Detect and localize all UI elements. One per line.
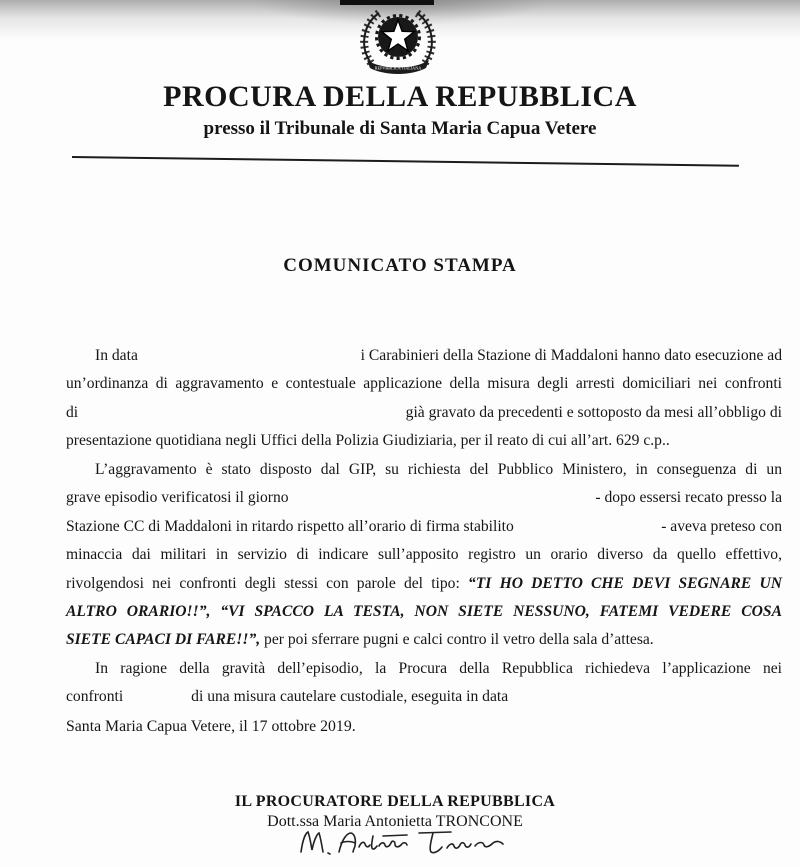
emblem-motto: REPVBBLICA ITALIANA — [374, 65, 422, 71]
text-segment: Stazione CC di Maddaloni in ritardo rispetto all’orario di firma stabilito — [66, 517, 514, 535]
text-segment: già gravato da precedenti e sottoposto da mesi all’obbligo di — [405, 403, 782, 421]
text-segment: In ragione della gravità dell’episodio, la Procura della Repubblica richiedeva l’applicazione nei — [95, 659, 782, 677]
text-segment: minaccia dai militari in servizio di indicare sull’apposito registro un orario diverso da quello effettivo, — [66, 546, 782, 564]
document-title: COMUNICATO STAMPA — [283, 255, 517, 276]
text-line — [66, 342, 782, 370]
text-line — [66, 655, 782, 683]
redaction-gap — [138, 359, 361, 360]
handwritten-signature — [295, 826, 525, 862]
redaction-gap — [78, 416, 406, 417]
text-line — [66, 484, 782, 512]
text-segment: rivolgendosi nei confronti degli stessi con parole del tipo: — [66, 574, 468, 592]
press-release-body — [66, 342, 782, 712]
text-line — [66, 370, 782, 398]
italian-republic-emblem-icon — [354, 3, 442, 75]
text-line — [66, 513, 782, 541]
text-line — [66, 456, 782, 484]
text-line — [66, 570, 782, 598]
text-segment: ALTRO ORARIO!!”, “VI SPACCO LA TESTA, NON SIETE NESSUNO, FATEMI VEDERE COSA — [66, 602, 782, 620]
text-segment: un’ordinanza di aggravamento e contestuale applicazione della misura degli arresti domiciliari nei confronti — [66, 375, 782, 393]
redaction-gap — [289, 501, 596, 502]
text-line — [66, 626, 782, 654]
text-segment: di una misura cautelare custodiale, eseguita in data — [191, 688, 509, 706]
redaction-gap — [514, 530, 661, 531]
text-segment: SIETE CAPACI DI FARE!!”, — [66, 631, 261, 649]
signature-name: Dott.ssa Maria Antonietta TRONCONE — [267, 813, 523, 830]
text-segment: L’aggravamento è stato disposto dal GIP, su richiesta del Pubblico Ministero, in conseguenza di un — [95, 460, 782, 478]
text-segment: grave episodio verificatosi il giorno — [66, 489, 289, 507]
text-segment: “TI HO DETTO CHE DEVI SEGNARE UN — [467, 574, 782, 592]
text-segment: per poi sferrare pugni e calci contro il vetro della sala d’attesa. — [260, 631, 654, 649]
text-line — [66, 427, 782, 455]
header-rule — [72, 156, 739, 167]
text-line — [66, 598, 782, 626]
text-segment: confronti — [66, 688, 124, 706]
text-segment: - dopo essersi recato presso la — [595, 489, 782, 507]
text-segment: di — [66, 403, 79, 421]
text-segment: In data — [95, 347, 138, 364]
signature-role: IL PROCURATORE DELLA REPUBBLICA — [234, 793, 556, 810]
redaction-gap — [123, 700, 191, 701]
text-line — [66, 399, 782, 427]
letterhead-title: PROCURA DELLA REPUBBLICA — [163, 80, 637, 113]
text-line — [66, 683, 782, 711]
text-segment: i Carabinieri della Stazione di Maddaloni hanno dato esecuzione ad — [360, 347, 782, 364]
text-segment: - aveva preteso con — [661, 517, 782, 535]
text-line — [66, 541, 782, 569]
dateline: Santa Maria Capua Vetere, il 17 ottobre 2019. — [66, 718, 356, 735]
letterhead-subtitle: presso il Tribunale di Santa Maria Capua Vetere — [203, 118, 597, 139]
text-segment: presentazione quotidiana negli Uffici della Polizia Giudiziaria, per il reato di cui all’art. 629 c.p.. — [66, 432, 670, 450]
